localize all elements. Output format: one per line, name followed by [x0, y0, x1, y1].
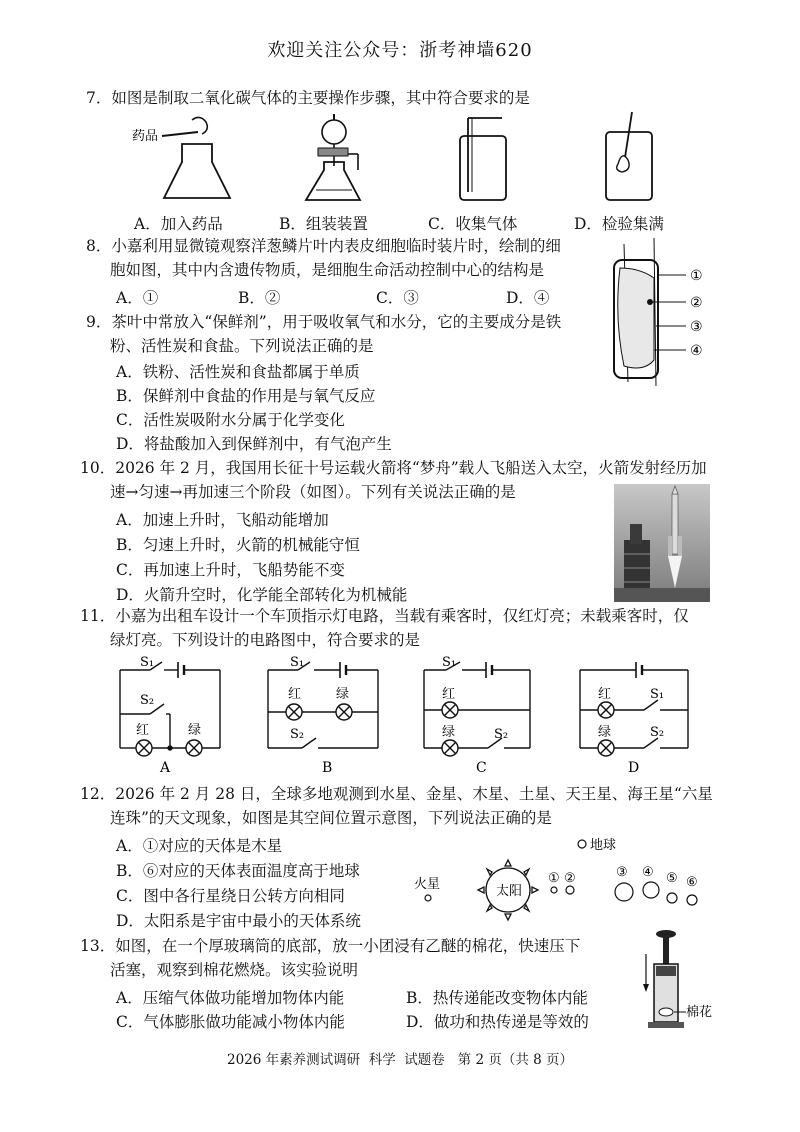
q13-fig-label: 棉花 [686, 1005, 713, 1020]
planet-num-5: ⑤ [666, 871, 678, 886]
assembled-apparatus-figure [306, 114, 360, 200]
mars-label: 火星 [414, 877, 441, 892]
q11-circuits [110, 652, 720, 776]
page-footer: 2026 年素养测试调研 科学 试题卷 第 2 页（共 8 页） [226, 1052, 574, 1068]
circuit-b-s2: S₂ [290, 727, 305, 742]
q13-option-c: C．气体膨胀做功能减小物体内能 [116, 1013, 345, 1031]
q13-line2: 活塞，观察到棉花燃烧。该实验说明 [110, 961, 359, 979]
circuit-a [120, 662, 220, 756]
q7-option-c: C．收集气体 [428, 215, 518, 233]
planet-num-2: ② [564, 871, 576, 886]
q11-line1: 11．小嘉为出租车设计一个车顶指示灯电路，当载有乘客时，仅红灯亮；未载乘客时，仅 [80, 607, 689, 625]
q7-option-a: A．加入药品 [134, 215, 223, 233]
q9-option-b: B．保鲜剂中食盐的作用是与氧气反应 [116, 387, 376, 405]
circuit-d-green: 绿 [598, 725, 612, 740]
circuit-d-s1: S₁ [650, 687, 665, 702]
planet-num-1: ① [548, 871, 560, 886]
planet-num-6: ⑥ [686, 875, 698, 890]
q12-line1: 12．2026 年 2 月 28 日，全球多地观测到水星、金星、木星、土星、天王星、海王星“六星 [80, 785, 713, 803]
q13-line1: 13．如图，在一个厚玻璃筒的底部，放一小团浸有乙醚的棉花，快速压下 [80, 937, 581, 955]
q10-option-b: B．匀速上升时，火箭的机械能守恒 [116, 536, 360, 554]
cell-label-2: ② [690, 295, 703, 311]
circuit-c-s2: S₂ [494, 727, 509, 742]
circuit-c-red: 红 [442, 687, 456, 702]
q9-line1: 9．茶叶中常放入“保鲜剂”，用于吸收氧气和水分，它的主要成分是铁 [86, 313, 562, 331]
q8-line1: 8．小嘉利用显微镜观察洋葱鳞片叶内表皮细胞临时装片时，绘制的细 [86, 237, 561, 255]
onion-cell-figure [598, 238, 713, 388]
planet-num-4: ④ [642, 865, 654, 880]
circuit-c [424, 662, 530, 756]
glass-cylinder-figure [630, 926, 730, 1036]
earth-label: 地球 [590, 838, 617, 853]
q12-option-d: D．太阳系是宇宙中最小的天体系统 [116, 912, 361, 930]
circuit-b [268, 662, 378, 748]
planet-num-3: ③ [616, 865, 628, 880]
circuit-c-label: C [476, 760, 487, 776]
q10-option-c: C．再加速上升时，飞船势能不变 [116, 561, 345, 579]
circuit-b-red: 红 [288, 687, 302, 702]
circuit-a-s2: S₂ [140, 693, 155, 708]
circuit-d-label: D [628, 760, 640, 776]
q13-option-d: D．做功和热传递是等效的 [406, 1013, 589, 1031]
q12-option-a: A．①对应的天体是木星 [116, 837, 283, 855]
earth-mark [578, 840, 586, 848]
cell-label-4: ④ [690, 343, 703, 359]
page-header: 欢迎关注公众号：浙考神墙620 [267, 40, 533, 61]
rocket-launch-photo [614, 484, 710, 602]
q13-option-b: B．热传递能改变物体内能 [406, 989, 588, 1007]
q8-option-c: C．③ [376, 289, 419, 307]
q7-option-b: B．组装装置 [279, 215, 368, 233]
q7-figures [120, 110, 680, 210]
q12-option-b: B．⑥对应的天体表面温度高于地球 [116, 862, 360, 880]
q9-line2: 粉、活性炭和食盐。下列说法正确的是 [110, 337, 374, 355]
q10-line2: 速→匀速→再加速三个阶段（如图）。下列有关说法正确的是 [110, 483, 516, 501]
q9-option-c: C．活性炭吸附水分属于化学变化 [116, 411, 345, 429]
sun-label: 太阳 [496, 884, 523, 899]
q8-option-d: D．④ [506, 289, 550, 307]
q7-option-d: D．检验集满 [574, 215, 664, 233]
circuit-b-s1: S₁ [290, 655, 305, 670]
check-full-jar-figure [606, 112, 652, 200]
circuit-d-red: 红 [598, 687, 612, 702]
q8-option-a: A．① [116, 289, 159, 307]
circuit-d [580, 662, 688, 756]
circuit-b-green: 绿 [336, 687, 350, 702]
circuit-c-s1: S₁ [442, 655, 457, 670]
circuit-a-red: 红 [136, 723, 150, 738]
q11-line2: 绿灯亮。下列设计的电路图中，符合要求的是 [110, 631, 421, 649]
circuit-c-green: 绿 [442, 725, 456, 740]
gas-collection-bottle-figure [460, 118, 506, 200]
circuit-a-green: 绿 [188, 723, 202, 738]
q7-fig-label: 药品 [132, 129, 159, 144]
q10-option-d: D．火箭升空时，化学能全部转化为机械能 [116, 586, 408, 604]
cell-label-1: ① [690, 268, 703, 284]
flask-add-reagent-figure [132, 117, 230, 198]
q8-option-b: B．② [238, 289, 281, 307]
planet-alignment-figure [410, 832, 710, 922]
q8-line2: 胞如图，其中内含遗传物质，是细胞生命活动控制中心的结构是 [110, 261, 545, 279]
cell-label-3: ③ [690, 319, 703, 335]
q12-line2: 连珠”的天文现象，如图是其空间位置示意图，下列说法正确的是 [110, 809, 552, 827]
q13-option-a: A．压缩气体做功能增加物体内能 [116, 989, 345, 1007]
circuit-b-label: B [322, 760, 333, 776]
q12-option-c: C．图中各行星绕日公转方向相同 [116, 887, 345, 905]
q10-option-a: A．加速上升时，飞船动能增加 [116, 511, 329, 529]
q9-option-d: D．将盐酸加入到保鲜剂中，有气泡产生 [116, 435, 392, 453]
q10-line1: 10．2026 年 2 月，我国用长征十号运载火箭将“梦舟”载人飞船送入太空，火箭发射经历加 [80, 459, 707, 477]
q7-stem: 7．如图是制取二氧化碳气体的主要操作步骤，其中符合要求的是 [86, 89, 530, 107]
circuit-a-s1: S₁ [140, 655, 155, 670]
mars-mark [425, 895, 431, 901]
circuit-d-s2: S₂ [650, 725, 665, 740]
circuit-a-label: A [160, 760, 171, 776]
q9-option-a: A．铁粉、活性炭和食盐都属于单质 [116, 363, 360, 381]
